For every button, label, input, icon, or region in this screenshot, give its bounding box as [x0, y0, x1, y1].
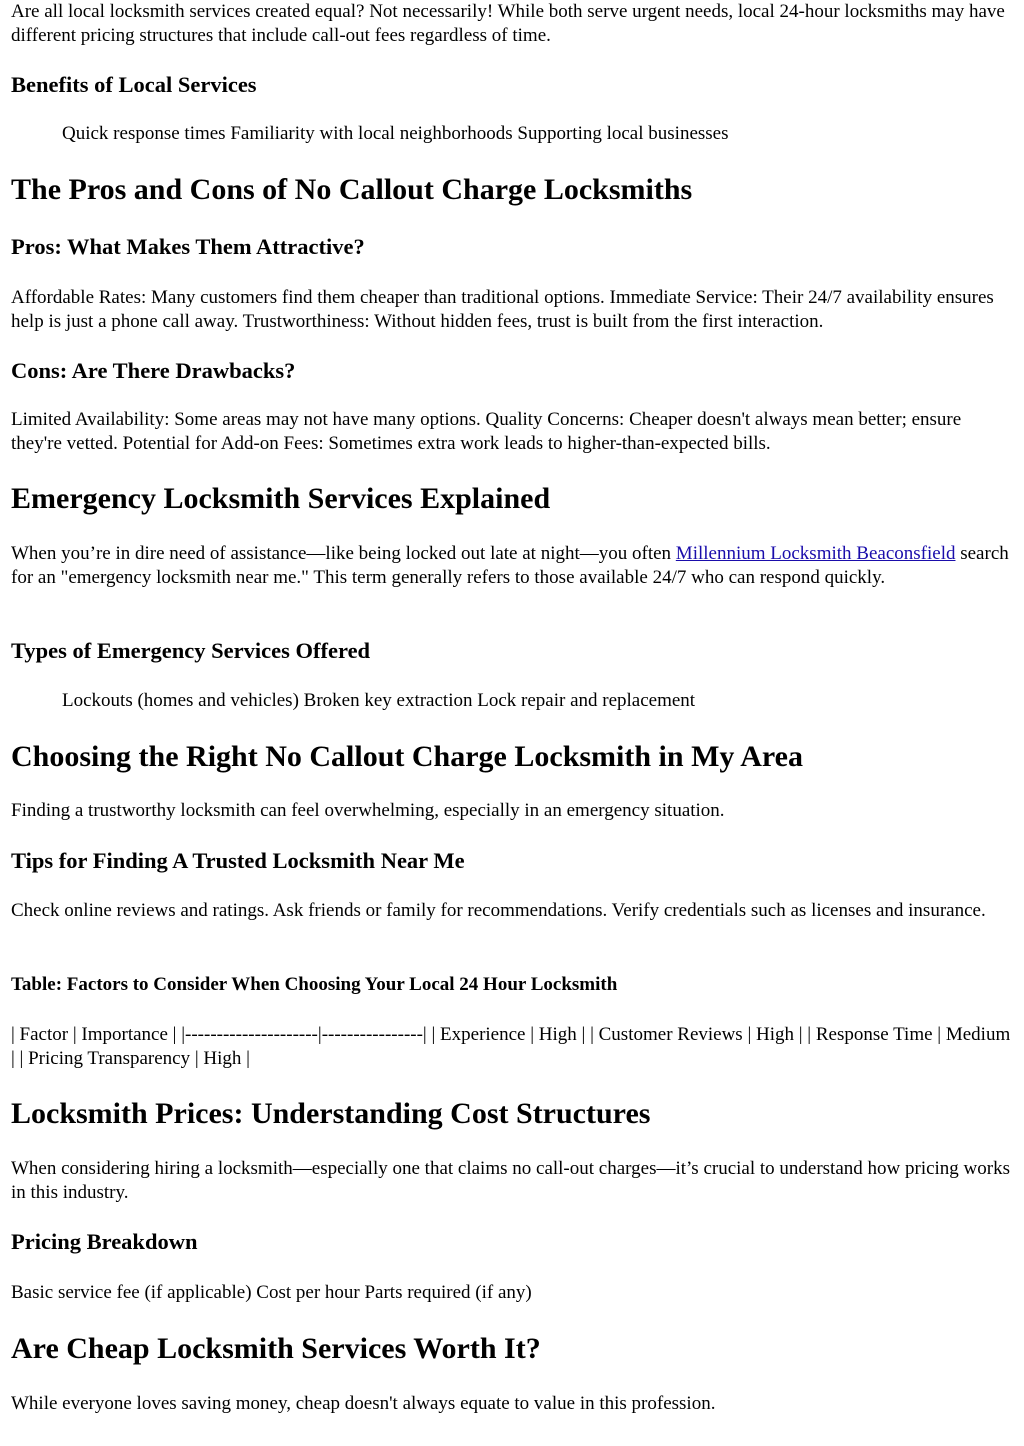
emergency-paragraph — [11, 542, 1012, 589]
millennium-locksmith-link[interactable]: Millennium Locksmith Beaconsfield — [675, 543, 956, 564]
pros-cons-heading: The Pros and Cons of No Callout Charge Locksmiths — [11, 173, 693, 206]
cons-heading: Cons: Are There Drawbacks? — [11, 358, 296, 383]
emergency-heading: Emergency Locksmith Services Explained — [11, 482, 551, 515]
cheap-services-paragraph: While everyone loves saving money, cheap doesn't always equate to value in this profession. — [11, 1393, 716, 1414]
choosing-heading: Choosing the Right No Callout Charge Locksmith in My Area — [11, 740, 803, 773]
emergency-text-after: search for an "emergency locksmith near me." This term generally refers to those available 24/7 who can respond quickly. — [11, 543, 1009, 588]
table-heading: Table: Factors to Consider When Choosing Your Local 24 Hour Locksmith — [11, 974, 618, 995]
cheap-services-heading: Are Cheap Locksmith Services Worth It? — [11, 1332, 541, 1365]
cons-paragraph: Limited Availability: Some areas may not have many options. Quality Concerns: Cheaper doesn't always mean better; ensure they're vetted. Potential for Add-on Fees: Sometimes extra work leads to higher-than-expected bills. — [11, 409, 962, 454]
emergency-text-before: When you’re in dire need of assistance—like being locked out late at night—you often — [11, 543, 676, 564]
prices-heading: Locksmith Prices: Understanding Cost Structures — [11, 1097, 651, 1130]
emergency-types-heading: Types of Emergency Services Offered — [11, 638, 371, 663]
tips-heading: Tips for Finding A Trusted Locksmith Near Me — [11, 848, 465, 873]
tips-paragraph: Check online reviews and ratings. Ask friends or family for recommendations. Verify credentials such as licenses and insurance. — [11, 900, 986, 921]
prices-paragraph: When considering hiring a locksmith—especially one that claims no call-out charges—it’s crucial to understand how pricing works in this industry. — [11, 1158, 1011, 1203]
emergency-types-list: Lockouts (homes and vehicles) Broken key extraction Lock repair and replacement — [62, 690, 696, 711]
pricing-breakdown-list: Basic service fee (if applicable) Cost per hour Parts required (if any) — [11, 1282, 532, 1303]
pros-paragraph: Affordable Rates: Many customers find them cheaper than traditional options. Immediate Service: Their 24/7 availability ensures help is just a phone call away. Trustworthiness: Without hidden fees, trust is built from the first interaction. — [11, 287, 994, 332]
pricing-breakdown-heading: Pricing Breakdown — [11, 1229, 198, 1254]
benefits-list: Quick response times Familiarity with local neighborhoods Supporting local businesses — [62, 123, 729, 144]
factors-table-text: | Factor | Importance | |---------------------|----------------| | Experience | High | | Customer Reviews | High | | Response Time | Medium | | Pricing Transparency | High | — [11, 1024, 1011, 1069]
pros-heading: Pros: What Makes Them Attractive? — [11, 234, 365, 259]
choosing-paragraph: Finding a trustworthy locksmith can feel overwhelming, especially in an emergency situation. — [11, 800, 725, 821]
benefits-heading: Benefits of Local Services — [11, 72, 257, 97]
intro-paragraph: Are all local locksmith services created equal? Not necessarily! While both serve urgent needs, local 24-hour locksmiths may have different pricing structures that include call-out fees regardless of time. — [11, 1, 1005, 46]
